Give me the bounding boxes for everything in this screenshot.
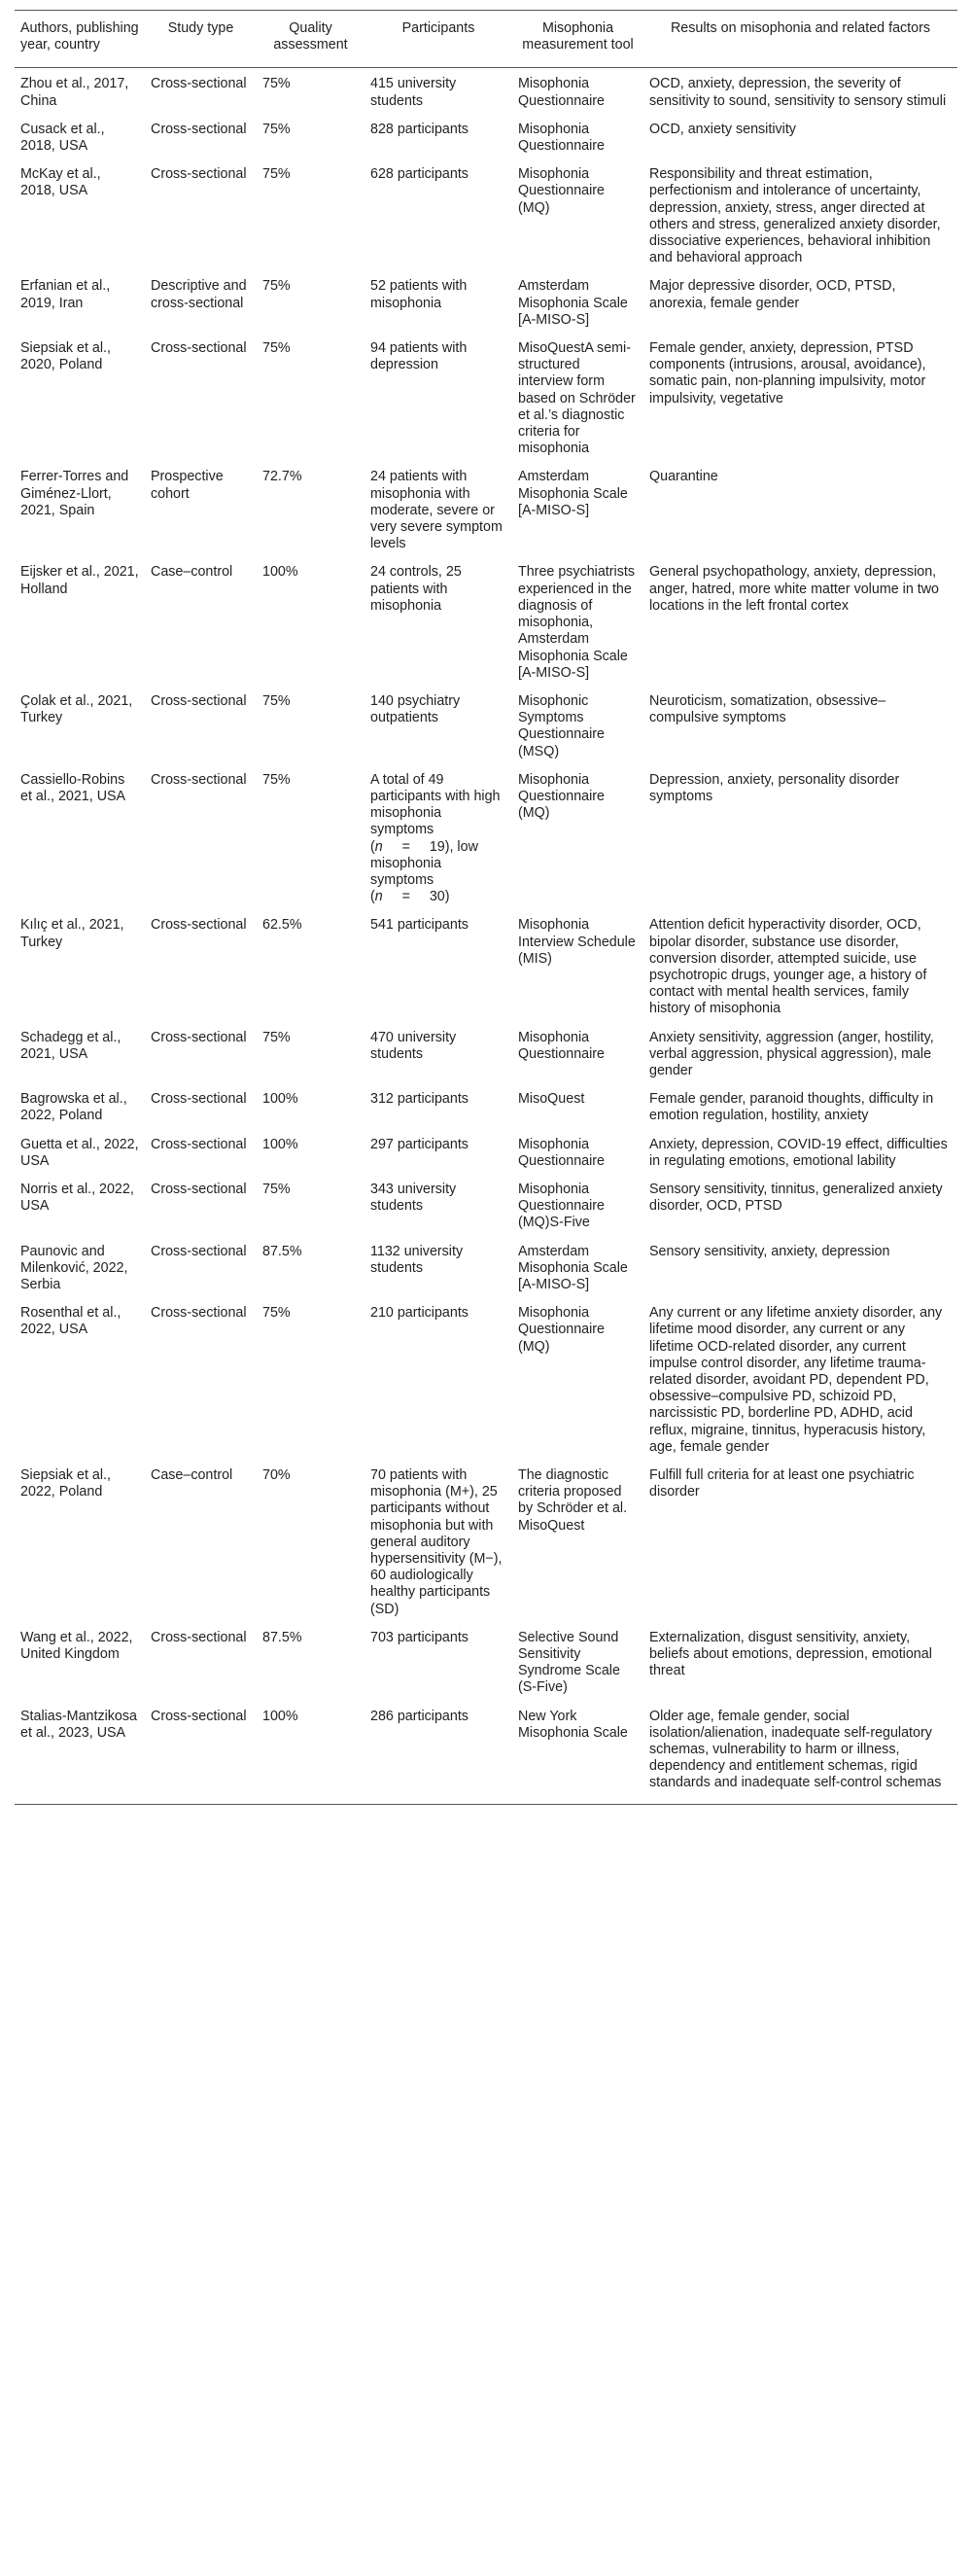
- cell-participants: A total of 49 participants with high misophonia symptoms (n = 19), low misophonia symptoms (n = 30): [370, 771, 501, 905]
- cell-results: Female gender, anxiety, depression, PTSD components (intrusions, arousal, avoidance), somatic pain, non-planning impulsivity, motor impulsivity, vegetative: [649, 340, 926, 406]
- table-row: [15, 1467, 957, 1630]
- cell-tool: Selective Sound Sensitivity Syndrome Scale (S-Five): [518, 1629, 620, 1696]
- table-row: [15, 340, 957, 469]
- cell-quality: 87.5%: [262, 1629, 302, 1645]
- table-header: [15, 11, 957, 68]
- cell-quality: 62.5%: [262, 917, 302, 934]
- cell-results: Sensory sensitivity, tinnitus, generalized anxiety disorder, OCD, PTSD: [649, 1181, 943, 1215]
- cell-tool: Misophonia Questionnaire (MQ): [518, 771, 606, 822]
- cell-study-type: Cross-sectional: [151, 340, 247, 357]
- cell-results: OCD, anxiety sensitivity: [649, 121, 796, 137]
- cell-results: Any current or any lifetime anxiety disorder, any lifetime mood disorder, any current or any lifetime OCD-related disorder, any current impulse control disorder, any lifetime trauma-related disorder, avoidant PD, dependent PD, obsessive–compulsive PD, schizoid PD, narcissistic PD, borderline PD, ADHD, acid reflux, migraine, tinnitus, hyperacusis history, age, female gender: [649, 1305, 943, 1455]
- cell-participants: 24 patients with misophonia with moderate, severe or very severe symptom levels: [370, 469, 503, 552]
- cell-study-type: Cross-sectional: [151, 1629, 247, 1645]
- cell-participants: 24 controls, 25 patients with misophonia: [370, 564, 462, 614]
- cell-participants: 140 psychiatry outpatients: [370, 692, 461, 726]
- equals-sign: =: [401, 889, 410, 905]
- cell-results: General psychopathology, anxiety, depression, anger, hatred, more white matter volume in two locations in the left frontal cortex: [649, 564, 939, 614]
- cell-results: Anxiety, depression, COVID-19 effect, difficulties in regulating emotions, emotional lability: [649, 1136, 948, 1169]
- table-row: [15, 68, 957, 122]
- cell-tool: Misophonia Questionnaire (MQ): [518, 166, 606, 216]
- equals-sign: =: [401, 838, 410, 855]
- cell-results: Externalization, disgust sensitivity, anxiety, beliefs about emotions, depression, emotional threat: [649, 1629, 932, 1679]
- cell-quality: 75%: [262, 1029, 291, 1045]
- cell-results: Fulfill full criteria for at least one psychiatric disorder: [649, 1467, 915, 1500]
- cell-results: Quarantine: [649, 469, 718, 485]
- cell-study-type: Cross-sectional: [151, 1243, 247, 1259]
- cell-author: Zhou et al., 2017, China: [20, 76, 129, 109]
- cell-quality: 100%: [262, 1708, 298, 1724]
- cell-study-type: Cross-sectional: [151, 692, 247, 709]
- cell-study-type: Cross-sectional: [151, 1305, 247, 1322]
- cell-results: Depression, anxiety, personality disorder symptoms: [649, 771, 900, 804]
- cell-quality: 75%: [262, 692, 291, 709]
- cell-participants: 312 participants: [370, 1091, 469, 1108]
- cell-tool: Misophonia Questionnaire (MQ)S-Five: [518, 1181, 606, 1231]
- table-row: [15, 1630, 957, 1709]
- cell-tool: New York Misophonia Scale: [518, 1708, 628, 1741]
- table-row: [15, 917, 957, 1029]
- table-row: [15, 122, 957, 166]
- cell-results: Anxiety sensitivity, aggression (anger, hostility, verbal aggression, physical aggression), male gender: [649, 1029, 934, 1078]
- cell-quality: 72.7%: [262, 469, 302, 485]
- cell-study-type: Cross-sectional: [151, 76, 247, 92]
- cell-study-type: Cross-sectional: [151, 1136, 247, 1152]
- cell-tool: Misophonia Questionnaire: [518, 1029, 606, 1062]
- cell-author: Schadegg et al., 2021, USA: [20, 1029, 122, 1062]
- table-row: [15, 166, 957, 278]
- cell-author: Kılıç et al., 2021, Turkey: [20, 917, 124, 950]
- cell-author: Eijsker et al., 2021, Holland: [20, 564, 139, 597]
- table-row: [15, 1182, 957, 1244]
- cell-quality: 87.5%: [262, 1243, 302, 1259]
- cell-author: Stalias-Mantzikosa et al., 2023, USA: [20, 1708, 137, 1741]
- sample-size-symbol: n: [374, 889, 383, 905]
- participants-middle: 19), low misophonia symptoms: [370, 838, 478, 888]
- header-study-type: Study type: [167, 20, 234, 36]
- cell-participants: 470 university students: [370, 1029, 457, 1062]
- sample-size-symbol: n: [374, 838, 383, 855]
- cell-author: Siepsiak et al., 2020, Poland: [20, 340, 111, 373]
- cell-study-type: Prospective cohort: [151, 469, 224, 502]
- cell-author: Siepsiak et al., 2022, Poland: [20, 1467, 111, 1500]
- table-body: [15, 68, 957, 1804]
- cell-study-type: Cross-sectional: [151, 917, 247, 934]
- cell-study-type: Case–control: [151, 564, 233, 581]
- cell-participants: 703 participants: [370, 1629, 469, 1645]
- cell-results: Attention deficit hyperactivity disorder, OCD, bipolar disorder, substance use disorder, conversion disorder, attempted suicide, use psychotropic drugs, younger age, a history of contact with mental health services, family history of misophonia: [649, 917, 927, 1017]
- table-row: [15, 1030, 957, 1092]
- cell-quality: 100%: [262, 1136, 298, 1152]
- cell-tool: Misophonia Questionnaire: [518, 1136, 606, 1169]
- cell-study-type: Cross-sectional: [151, 166, 247, 183]
- cell-quality: 75%: [262, 771, 291, 788]
- cell-author: Wang et al., 2022, United Kingdom: [20, 1629, 133, 1663]
- cell-tool: Amsterdam Misophonia Scale [A-MISO-S]: [518, 469, 628, 518]
- cell-participants: 70 patients with misophonia (M+), 25 participants without misophonia but with general auditory hypersensitivity (M−), 60 audiologically healthy participants (SD): [370, 1467, 503, 1617]
- cell-study-type: Cross-sectional: [151, 121, 247, 137]
- cell-quality: 75%: [262, 121, 291, 137]
- cell-author: McKay et al., 2018, USA: [20, 166, 101, 199]
- cell-study-type: Cross-sectional: [151, 1181, 247, 1197]
- cell-participants: 210 participants: [370, 1305, 469, 1322]
- cell-author: Paunovic and Milenković, 2022, Serbia: [20, 1243, 128, 1292]
- cell-participants: 541 participants: [370, 917, 469, 934]
- cell-tool: Misophonia Questionnaire: [518, 121, 606, 155]
- cell-quality: 75%: [262, 340, 291, 357]
- cell-results: Responsibility and threat estimation, perfectionism and intolerance of uncertainty, depression, anxiety, stress, anger directed at others and stress, generalized anxiety disorder, dissociative experiences, behavioral inhibition and behavioral approach: [649, 166, 941, 266]
- cell-participants: 628 participants: [370, 166, 469, 183]
- cell-author: Norris et al., 2022, USA: [20, 1181, 134, 1215]
- cell-quality: 75%: [262, 278, 291, 295]
- table-row: [15, 772, 957, 918]
- cell-quality: 70%: [262, 1467, 291, 1484]
- cell-tool: Misophonia Interview Schedule (MIS): [518, 917, 636, 967]
- cell-tool: Amsterdam Misophonia Scale [A-MISO-S]: [518, 1243, 628, 1292]
- cell-participants: 828 participants: [370, 121, 469, 137]
- cell-participants: 94 patients with depression: [370, 340, 468, 373]
- studies-table-container: [15, 10, 957, 1805]
- cell-results: OCD, anxiety, depression, the severity of sensitivity to sound, sensitivity to sensory stimuli: [649, 76, 947, 109]
- header-authors: Authors, publishing year, country: [20, 20, 139, 53]
- cell-quality: 75%: [262, 1305, 291, 1322]
- cell-tool: MisoQuest: [518, 1091, 585, 1108]
- cell-author: Bagrowska et al., 2022, Poland: [20, 1091, 127, 1124]
- cell-quality: 100%: [262, 564, 298, 581]
- cell-author: Ferrer-Torres and Giménez-Llort, 2021, Spain: [20, 469, 129, 518]
- header-row: [15, 11, 957, 68]
- table-row: [15, 564, 957, 692]
- cell-participants: 52 patients with misophonia: [370, 278, 468, 311]
- participants-lead: A total of 49 participants with high misophonia symptoms: [370, 771, 501, 838]
- header-quality: Quality assessment: [273, 20, 348, 53]
- cell-study-type: Cross-sectional: [151, 1091, 247, 1108]
- cell-tool: Amsterdam Misophonia Scale [A-MISO-S]: [518, 278, 628, 328]
- cell-quality: 75%: [262, 1181, 291, 1197]
- table-row: [15, 1244, 957, 1306]
- cell-author: Guetta et al., 2022, USA: [20, 1136, 139, 1169]
- table-row: [15, 693, 957, 772]
- cell-participants: 343 university students: [370, 1181, 457, 1215]
- cell-author: Cassiello-Robins et al., 2021, USA: [20, 771, 126, 804]
- table-row: [15, 1091, 957, 1136]
- header-participants: Participants: [401, 20, 475, 36]
- cell-author: Çolak et al., 2021, Turkey: [20, 692, 133, 726]
- cell-author: Rosenthal et al., 2022, USA: [20, 1305, 122, 1338]
- studies-table: [15, 10, 957, 1805]
- cell-author: Erfanian et al., 2019, Iran: [20, 278, 111, 311]
- cell-study-type: Descriptive and cross-sectional: [151, 278, 247, 311]
- cell-study-type: Cross-sectional: [151, 771, 247, 788]
- header-results: Results on misophonia and related factors: [670, 20, 931, 36]
- cell-tool: MisoQuestA semi-structured interview form based on Schröder et al.’s diagnostic criteria for misophonia: [518, 340, 636, 457]
- cell-quality: 75%: [262, 166, 291, 183]
- cell-results: Female gender, paranoid thoughts, difficulty in emotion regulation, hostility, anxiety: [649, 1091, 934, 1124]
- cell-author: Cusack et al., 2018, USA: [20, 121, 105, 155]
- table-row: [15, 1709, 957, 1805]
- cell-participants: 297 participants: [370, 1136, 469, 1152]
- cell-results: Major depressive disorder, OCD, PTSD, anorexia, female gender: [649, 278, 896, 311]
- cell-tool: The diagnostic criteria proposed by Schröder et al. MisoQuest: [518, 1467, 628, 1534]
- cell-study-type: Cross-sectional: [151, 1029, 247, 1045]
- participants-end: 30): [429, 889, 450, 905]
- table-row: [15, 278, 957, 340]
- cell-tool: Misophonia Questionnaire: [518, 76, 606, 109]
- cell-participants: 415 university students: [370, 76, 457, 109]
- cell-results: Sensory sensitivity, anxiety, depression: [649, 1243, 890, 1259]
- cell-quality: 100%: [262, 1091, 298, 1108]
- cell-participants: 1132 university students: [370, 1243, 464, 1276]
- table-row: [15, 1137, 957, 1182]
- cell-tool: Misophonic Symptoms Questionnaire (MSQ): [518, 692, 606, 759]
- header-tool: Misophonia measurement tool: [522, 20, 634, 53]
- table-row: [15, 469, 957, 564]
- cell-results: Older age, female gender, social isolation/alienation, inadequate self-regulatory schemas, vulnerability to harm or illness, dependency and entitlement schemas, rigid standards and inadequate self-control schemas: [649, 1708, 942, 1791]
- cell-study-type: Cross-sectional: [151, 1708, 247, 1724]
- cell-study-type: Case–control: [151, 1467, 233, 1484]
- table-row: [15, 1305, 957, 1467]
- cell-tool: Three psychiatrists experienced in the diagnosis of misophonia, Amsterdam Misophonia Scale [A-MISO-S]: [518, 564, 635, 681]
- cell-tool: Misophonia Questionnaire (MQ): [518, 1305, 606, 1355]
- cell-quality: 75%: [262, 76, 291, 92]
- cell-participants: 286 participants: [370, 1708, 469, 1724]
- cell-results: Neuroticism, somatization, obsessive–compulsive symptoms: [649, 692, 886, 726]
